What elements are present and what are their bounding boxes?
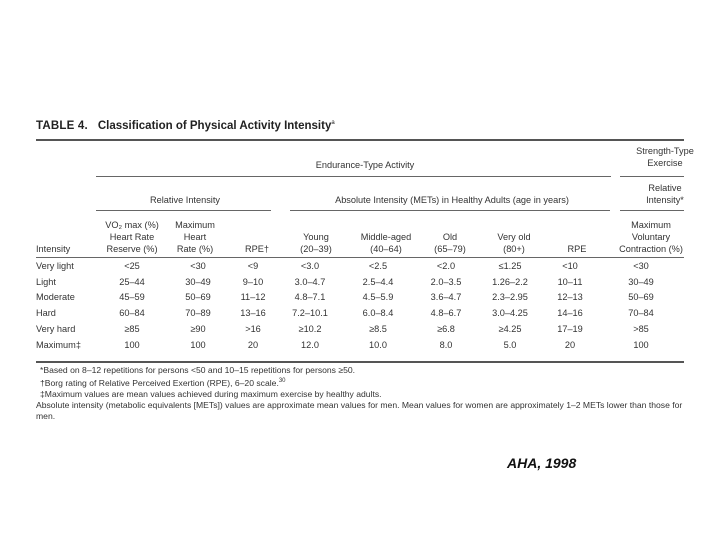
cell-mhr: 70–89 xyxy=(185,308,211,319)
cell-mvc: 30–49 xyxy=(628,276,654,287)
cell-old: ≥6.8 xyxy=(437,324,455,335)
col-mvc-line2: Voluntary xyxy=(631,232,671,242)
row-intensity-label: Very hard xyxy=(36,324,76,335)
cell-mvc: 100 xyxy=(633,339,649,350)
cell-vo2: 25–44 xyxy=(119,276,145,287)
footnote-dagger-text: †Borg rating of Relative Perceived Exertion (RPE), 6–20 scale. xyxy=(40,377,279,388)
cell-middle-aged: 2.5–4.4 xyxy=(362,276,394,287)
cell-very-old: 2.3–2.95 xyxy=(492,292,528,303)
cell-mvc: 70–84 xyxy=(628,308,654,319)
cell-middle-aged: <2.5 xyxy=(368,260,388,271)
col-middle-line2: (40–64) xyxy=(370,244,402,254)
cell-mhr: 50–69 xyxy=(185,292,211,303)
table-row xyxy=(36,258,684,274)
cell-old: 3.6–4.7 xyxy=(430,292,462,303)
cell-rpe-relative: <9 xyxy=(247,260,259,271)
row-intensity-label: Light xyxy=(36,276,56,287)
cell-rpe-absolute: <10 xyxy=(562,260,578,271)
cell-mhr: 100 xyxy=(190,339,206,350)
rule-absolute-span xyxy=(290,210,610,211)
cell-mvc: <30 xyxy=(633,260,649,271)
cell-rpe-relative: 20 xyxy=(247,339,259,350)
cell-vo2: ≥85 xyxy=(124,324,140,335)
footnote-ddagger: ‡Maximum values are mean values achieved during maximum exercise by healthy adults. xyxy=(40,388,382,399)
cell-very-old: ≥4.25 xyxy=(498,324,522,335)
citation: AHA, 1998 xyxy=(507,455,577,471)
cell-young: 3.0–4.7 xyxy=(294,276,326,287)
header-strength-relative-line2: Intensity* xyxy=(646,195,684,205)
col-mvc-line3: Contraction (%) xyxy=(619,244,683,254)
cell-young: 12.0 xyxy=(301,339,319,350)
cell-rpe-absolute: 10–11 xyxy=(557,276,583,287)
cell-rpe-relative: 11–12 xyxy=(240,292,266,303)
row-intensity-label: Maximum‡ xyxy=(36,339,81,350)
cell-mvc: 50–69 xyxy=(628,292,654,303)
col-old-line2: (65–79) xyxy=(434,244,466,254)
table-row xyxy=(36,274,684,290)
cell-very-old: 3.0–4.25 xyxy=(492,308,528,319)
row-intensity-label: Moderate xyxy=(36,292,75,303)
cell-young: 7.2–10.1 xyxy=(292,308,328,319)
cell-very-old: ≤1.25 xyxy=(498,260,522,271)
col-veryold-line1: Very old xyxy=(497,232,531,242)
cell-rpe-relative: 13–16 xyxy=(240,308,266,319)
cell-old: <2.0 xyxy=(436,260,456,271)
table-number: TABLE 4. xyxy=(36,120,88,132)
col-rpe-absolute: RPE xyxy=(567,244,587,254)
cell-old: 4.8–6.7 xyxy=(430,308,462,319)
cell-young: <3.0 xyxy=(300,260,320,271)
col-vo2-line1: VO₂ max (%) xyxy=(105,220,159,230)
row-intensity-label: Hard xyxy=(36,308,56,319)
col-rpe-relative: RPE† xyxy=(244,244,269,254)
cell-mvc: >85 xyxy=(633,324,649,335)
col-mhr-line1: Maximum xyxy=(175,220,215,230)
cell-middle-aged: 10.0 xyxy=(369,339,387,350)
cell-mhr: ≥90 xyxy=(190,324,206,335)
rule-endurance-span xyxy=(96,176,611,177)
intensity-table xyxy=(36,258,684,353)
rule-strength-span xyxy=(620,176,684,177)
cell-rpe-absolute: 17–19 xyxy=(557,324,583,335)
table-name: Classification of Physical Activity Intensity xyxy=(97,120,332,132)
cell-young: ≥10.2 xyxy=(298,324,322,335)
table-row xyxy=(36,337,684,353)
cell-old: 2.0–3.5 xyxy=(430,276,462,287)
table-row xyxy=(36,305,684,321)
cell-young: 4.8–7.1 xyxy=(294,292,326,303)
table-title xyxy=(36,120,335,132)
cell-mhr: <30 xyxy=(190,260,206,271)
header-strength-line1: Strength-Type xyxy=(636,146,694,156)
col-mhr-line3: Rate (%) xyxy=(176,244,214,254)
cell-vo2: 60–84 xyxy=(119,308,145,319)
header-strength-relative-line1: Relative xyxy=(648,183,682,193)
col-mhr-line2: Heart xyxy=(183,232,207,242)
cell-vo2: 45–59 xyxy=(119,292,145,303)
footnote-dagger xyxy=(36,376,686,389)
cell-mhr: 30–49 xyxy=(185,276,211,287)
cell-vo2: 100 xyxy=(124,339,140,350)
cell-very-old: 5.0 xyxy=(503,339,517,350)
col-mvc-line1: Maximum xyxy=(631,220,671,230)
cell-rpe-absolute: 12–13 xyxy=(557,292,583,303)
table-footnotes xyxy=(36,365,686,422)
cell-middle-aged: 6.0–8.4 xyxy=(362,308,394,319)
header-endurance: Endurance-Type Activity xyxy=(315,160,415,170)
cell-middle-aged: 4.5–5.9 xyxy=(362,292,394,303)
table-row xyxy=(36,321,684,337)
col-vo2-line2: Heart Rate xyxy=(109,232,155,242)
footnote-absolute: Absolute intensity (metabolic equivalents [METs]) values are approximate mean values for men. Mean values for women are approximately 1–2 METs lower than those for men. xyxy=(36,399,683,421)
footnote-dagger-ref: 30 xyxy=(278,378,286,384)
col-veryold-line2: (80+) xyxy=(503,244,525,254)
cell-rpe-absolute: 20 xyxy=(564,339,576,350)
cell-old: 8.0 xyxy=(439,339,453,350)
table-bottom-rule xyxy=(36,361,684,363)
col-young-line1: Young xyxy=(303,232,329,242)
rule-relative-span xyxy=(96,210,271,211)
col-vo2-line3: Reserve (%) xyxy=(106,244,158,254)
col-young-line2: (20–39) xyxy=(300,244,332,254)
footnote-star: *Based on 8–12 repetitions for persons <50 and 10–15 repetitions for persons ≥50. xyxy=(40,365,356,375)
table-top-rule xyxy=(36,139,684,141)
cell-vo2: <25 xyxy=(124,260,140,271)
cell-rpe-relative: >16 xyxy=(245,324,261,335)
header-relative-intensity: Relative Intensity xyxy=(150,195,220,205)
cell-rpe-relative: 9–10 xyxy=(242,276,264,287)
cell-rpe-absolute: 14–16 xyxy=(557,308,583,319)
col-middle-line1: Middle-aged xyxy=(360,232,412,242)
cell-middle-aged: ≥8.5 xyxy=(369,324,387,335)
col-old-line1: Old xyxy=(442,232,458,242)
header-strength-line2: Exercise xyxy=(647,158,683,168)
table-row xyxy=(36,290,684,306)
cell-very-old: 1.26–2.2 xyxy=(492,276,528,287)
header-absolute-intensity: Absolute Intensity (METs) in Healthy Adults (age in years) xyxy=(335,195,569,205)
col-intensity: Intensity xyxy=(36,244,71,254)
rule-strength-relative-span xyxy=(620,210,684,211)
row-intensity-label: Very light xyxy=(36,260,74,271)
table-title-note: a xyxy=(331,120,335,127)
